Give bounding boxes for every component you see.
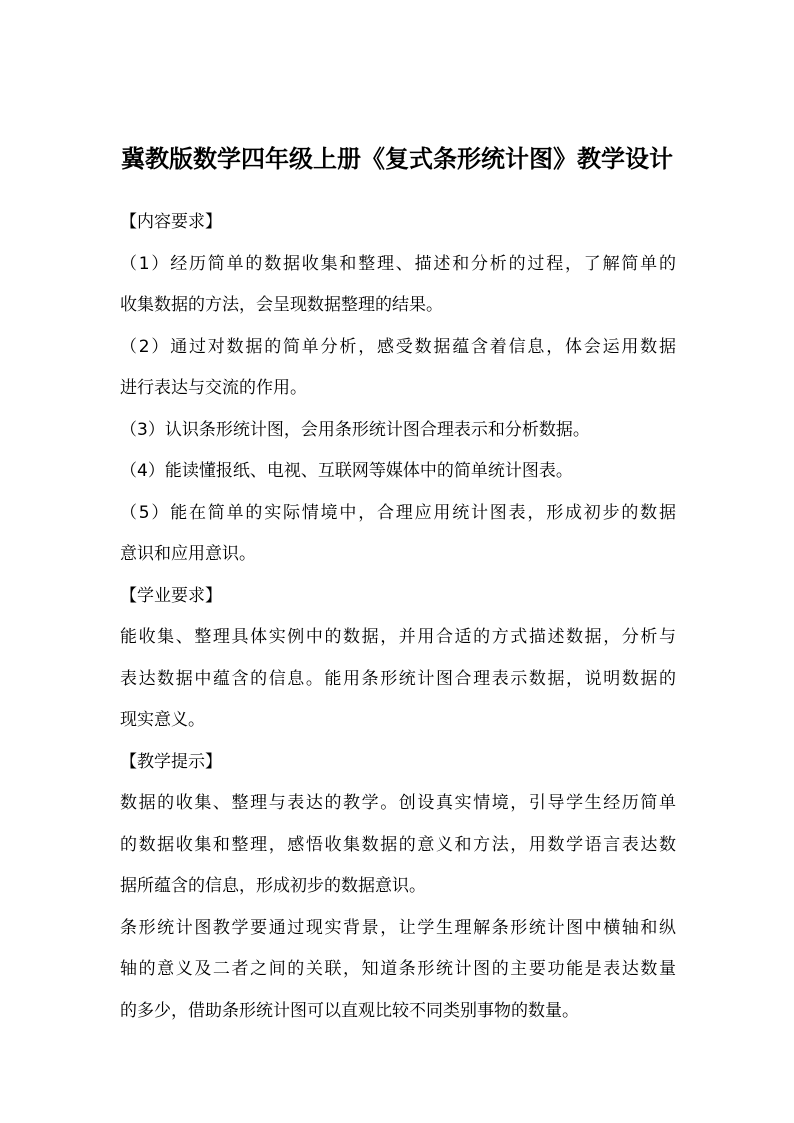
body-line: 进行表达与交流的作用。	[120, 378, 307, 398]
body-line: （5）能在简单的实际情境中，合理应用统计图表，形成初步的数据	[120, 502, 676, 523]
body-line: 能收集、整理具体实例中的数据，并用合适的方式描述数据，分析与	[120, 627, 676, 647]
body-line: （2）通过对数据的简单分析，感受数据蕴含着信息，体会运用数据	[120, 336, 676, 357]
body-line: 的多少，借助条形统计图可以直观比较不同类别事物的数量。	[120, 1000, 579, 1021]
body-line: 表达数据中蕴含的信息。能用条形统计图合理表示数据，说明数据的	[120, 668, 676, 689]
body-line: 意识和应用意识。	[120, 544, 256, 564]
body-line: 轴的意义及二者之间的关联，知道条形统计图的主要功能是表达数量	[120, 959, 676, 979]
body-line: 现实意义。	[120, 710, 205, 730]
document-title: 冀教版数学四年级上册《复式条形统计图》教学设计	[121, 144, 673, 173]
body-line: 【教学提示】	[120, 751, 222, 772]
body-line: 的数据收集和整理，感悟收集数据的意义和方法，用数学语言表达数	[120, 834, 676, 855]
body-line: 据所蕴含的信息，形成初步的数据意识。	[120, 876, 426, 896]
body-line: （3）认识条形统计图，会用条形统计图合理表示和分析数据。	[120, 419, 590, 440]
body-line: （4）能读懂报纸、电视、互联网等媒体中的简单统计图表。	[120, 461, 573, 481]
body-line: 【内容要求】	[120, 212, 222, 232]
document-body	[120, 202, 676, 1032]
body-line: （1）经历简单的数据收集和整理、描述和分析的过程，了解简单的	[120, 253, 676, 274]
body-line: 收集数据的方法，会呈现数据整理的结果。	[120, 295, 443, 315]
body-line: 数据的收集、整理与表达的教学。创设真实情境，引导学生经历简单	[120, 793, 676, 813]
body-line: 【学业要求】	[120, 585, 222, 606]
body-line: 条形统计图教学要通过现实背景，让学生理解条形统计图中横轴和纵	[120, 917, 676, 938]
